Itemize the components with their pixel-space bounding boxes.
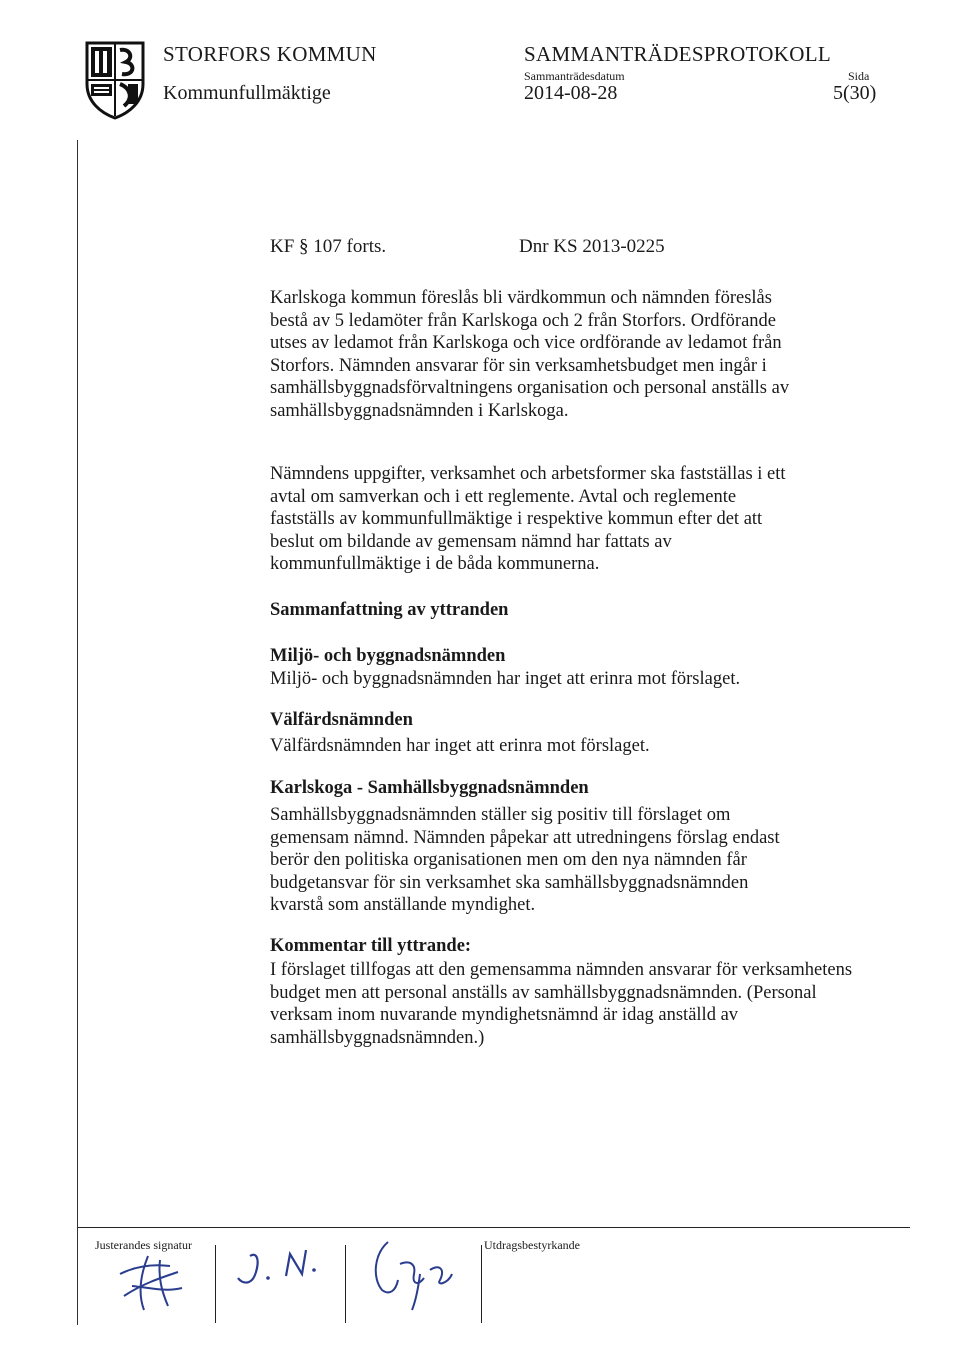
text-line: Samhällsbyggnadsnämnden ställer sig positiv till förslaget om (270, 805, 731, 825)
margin-rule (77, 140, 78, 1325)
text-line: budgetansvar för sin verksamhet ska samhällsbyggnadsnämnden (270, 872, 749, 893)
text-line: avtal om samverkan och i ett reglemente. Avtal och reglemente (270, 486, 737, 507)
section-body-karlskoga (270, 804, 930, 917)
municipal-coat-of-arms-logo (84, 40, 146, 120)
text-line: Miljö- och byggnadsnämnden har inget att erinra mot förslaget. (270, 669, 741, 689)
document-type: SAMMANTRÄDESPROTOKOLL (524, 42, 831, 66)
summary-heading: Sammanfattning av yttranden (270, 600, 509, 620)
paragraph-intro (270, 287, 930, 423)
text-line: berör den politiska organisationen men om den nya nämnden får (270, 850, 747, 871)
handwritten-signature-1 (112, 1252, 192, 1319)
section-reference: KF § 107 forts. (270, 236, 387, 257)
text-line: Nämndens uppgifter, verksamhet och arbetsformer ska fastställas i ett (270, 464, 786, 484)
meeting-date-label: Sammanträdesdatum (524, 69, 625, 83)
meeting-date: 2014-08-28 (524, 82, 618, 104)
text-line: verksam inom nuvarande myndighetsnämnd är idag anställd av (270, 1005, 739, 1026)
text-line: kommunfullmäktige i de båda kommunerna. (270, 554, 600, 575)
handwritten-signature-3 (360, 1234, 470, 1319)
page-label: Sida (848, 69, 870, 83)
section-heading-miljo: Miljö- och byggnadsnämnden (270, 646, 506, 666)
handwritten-signature-2 (226, 1238, 326, 1299)
text-line: Karlskoga kommun föreslås bli värdkommun och nämnden föreslås (270, 288, 772, 308)
paragraph-tasks (270, 463, 930, 576)
text-line: fastställs av kommunfullmäktige i respektive kommun efter det att (270, 509, 763, 530)
text-line: Storfors. Nämnden ansvarar för sin verksamhetsbudget men ingår i (270, 355, 767, 376)
section-body-comment (270, 959, 930, 1049)
text-line: gemensam nämnd. Nämnden påpekar att utredningens förslag endast (270, 827, 780, 848)
text-line: samhällsbyggnadsnämnden i Karlskoga. (270, 400, 569, 421)
signature-divider (481, 1245, 482, 1323)
footer-rule (78, 1227, 910, 1228)
text-line: Välfärdsnämnden har inget att erinra mot förslaget. (270, 736, 650, 756)
text-line: kvarstå som anställande myndighet. (270, 895, 536, 916)
text-line: utses av ledamot från Karlskoga och vice ordförande av ledamot från (270, 333, 782, 354)
section-heading-comment: Kommentar till yttrande: (270, 936, 472, 956)
signature-divider (215, 1245, 216, 1323)
section-heading-valfard: Välfärdsnämnden (270, 710, 413, 730)
text-line: bestå av 5 ledamöter från Karlskoga och 2 från Storfors. Ordförande (270, 310, 776, 331)
organization-name: STORFORS KOMMUN (163, 42, 377, 66)
section-heading-karlskoga: Karlskoga - Samhällsbyggnadsnämnden (270, 778, 589, 798)
section-body-valfard (270, 735, 930, 758)
case-number: Dnr KS 2013-0225 (519, 236, 665, 257)
committee-name: Kommunfullmäktige (163, 82, 331, 104)
text-line: samhällsbyggnadsnämnden.) (270, 1027, 485, 1048)
page-number: 5(30) (833, 82, 877, 104)
section-body-miljo (270, 668, 930, 691)
text-line: I förslaget tillfogas att den gemensamma nämnden ansvarar för verksamhetens (270, 960, 853, 980)
text-line: budget men att personal anställs av samhällsbyggnadsnämnden. (Personal (270, 982, 817, 1003)
text-line: beslut om bildande av gemensam nämnd har fattats av (270, 531, 672, 552)
excerpt-certification-label: Utdragsbestyrkande (484, 1238, 580, 1252)
text-line: samhällsbyggnadsförvaltningens organisation och personal anställs av (270, 378, 790, 399)
signature-divider (345, 1245, 346, 1323)
signatures-label: Justerandes signatur (95, 1238, 192, 1252)
